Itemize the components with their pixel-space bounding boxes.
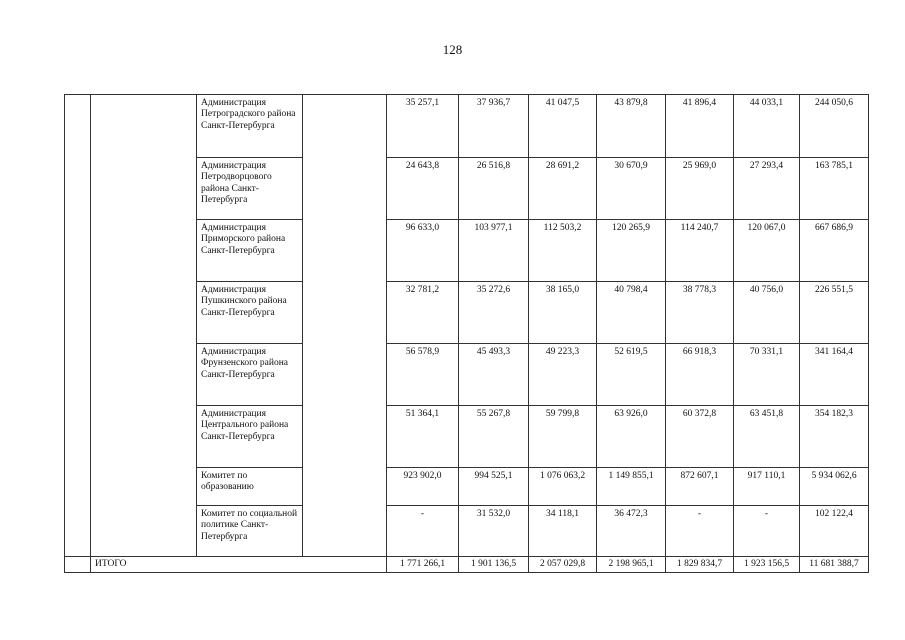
org-name: Администрация Пушкинского района Санкт-Петербурга: [197, 282, 303, 344]
value-cell: 41 047,5: [529, 95, 597, 158]
value-cell: 923 902,0: [387, 468, 459, 506]
value-cell: 120 265,9: [597, 220, 666, 282]
org-name: Комитет по социальной политике Санкт-Петербурга: [197, 506, 303, 557]
org-name: Администрация Петроградского района Санкт-Петербурга: [197, 95, 303, 158]
value-cell: 27 293,4: [734, 158, 800, 220]
budget-table: [64, 94, 869, 573]
value-cell: 56 578,9: [387, 344, 459, 406]
value-cell: 994 525,1: [459, 468, 529, 506]
value-cell: 26 516,8: [459, 158, 529, 220]
value-cell: 120 067,0: [734, 220, 800, 282]
total-row: [65, 557, 869, 573]
value-cell: 5 934 062,6: [800, 468, 869, 506]
value-cell: 1 149 855,1: [597, 468, 666, 506]
org-name: Комитет по образованию: [197, 468, 303, 506]
total-value: 2 057 029,8: [529, 557, 597, 573]
value-cell: 96 633,0: [387, 220, 459, 282]
value-cell: 114 240,7: [666, 220, 734, 282]
value-cell: 59 799,8: [529, 406, 597, 468]
value-cell: 49 223,3: [529, 344, 597, 406]
value-cell: 112 503,2: [529, 220, 597, 282]
value-cell: 38 778,3: [666, 282, 734, 344]
value-cell: 34 118,1: [529, 506, 597, 557]
value-cell: 103 977,1: [459, 220, 529, 282]
value-cell: 55 267,8: [459, 406, 529, 468]
value-cell: -: [734, 506, 800, 557]
value-cell: 32 781,2: [387, 282, 459, 344]
value-cell: 31 532,0: [459, 506, 529, 557]
cell-blank: [65, 557, 91, 573]
page-number: 128: [442, 42, 463, 57]
value-cell: 52 619,5: [597, 344, 666, 406]
total-label: ИТОГО: [91, 557, 387, 573]
value-cell: 66 918,3: [666, 344, 734, 406]
value-cell: -: [666, 506, 734, 557]
value-cell: -: [387, 506, 459, 557]
value-cell: 44 033,1: [734, 95, 800, 158]
value-cell: 60 372,8: [666, 406, 734, 468]
value-cell: 43 879,8: [597, 95, 666, 158]
total-value: 1 901 136,5: [459, 557, 529, 573]
value-cell: 24 643,8: [387, 158, 459, 220]
value-cell: 45 493,3: [459, 344, 529, 406]
value-cell: 30 670,9: [597, 158, 666, 220]
value-cell: 35 257,1: [387, 95, 459, 158]
value-cell: 51 364,1: [387, 406, 459, 468]
value-cell: 35 272,6: [459, 282, 529, 344]
value-cell: 667 686,9: [800, 220, 869, 282]
value-cell: 36 472,3: [597, 506, 666, 557]
total-value: 1 771 266,1: [387, 557, 459, 573]
value-cell: 102 122,4: [800, 506, 869, 557]
value-cell: 244 050,6: [800, 95, 869, 158]
cell-blank: [303, 95, 387, 557]
value-cell: 38 165,0: [529, 282, 597, 344]
org-name: Администрация Центрального района Санкт-Петербурга: [197, 406, 303, 468]
value-cell: 40 756,0: [734, 282, 800, 344]
org-name: Администрация Приморского района Санкт-Петербурга: [197, 220, 303, 282]
value-cell: 872 607,1: [666, 468, 734, 506]
value-cell: 70 331,1: [734, 344, 800, 406]
total-value: 1 923 156,5: [734, 557, 800, 573]
value-cell: 41 896,4: [666, 95, 734, 158]
value-cell: 37 936,7: [459, 95, 529, 158]
cell-blank: [91, 95, 197, 557]
org-name: Администрация Фрунзенского района Санкт-Петербурга: [197, 344, 303, 406]
value-cell: 163 785,1: [800, 158, 869, 220]
value-cell: 63 926,0: [597, 406, 666, 468]
value-cell: 40 798,4: [597, 282, 666, 344]
total-value: 2 198 965,1: [597, 557, 666, 573]
table-row: [65, 95, 869, 158]
org-name: Администрация Петродворцового района Санкт-Петербурга: [197, 158, 303, 220]
value-cell: 28 691,2: [529, 158, 597, 220]
value-cell: 25 969,0: [666, 158, 734, 220]
value-cell: 341 164,4: [800, 344, 869, 406]
value-cell: 354 182,3: [800, 406, 869, 468]
value-cell: 63 451,8: [734, 406, 800, 468]
value-cell: 226 551,5: [800, 282, 869, 344]
total-value: 1 829 834,7: [666, 557, 734, 573]
cell-blank: [65, 95, 91, 557]
total-value: 11 681 388,7: [800, 557, 869, 573]
value-cell: 917 110,1: [734, 468, 800, 506]
value-cell: 1 076 063,2: [529, 468, 597, 506]
